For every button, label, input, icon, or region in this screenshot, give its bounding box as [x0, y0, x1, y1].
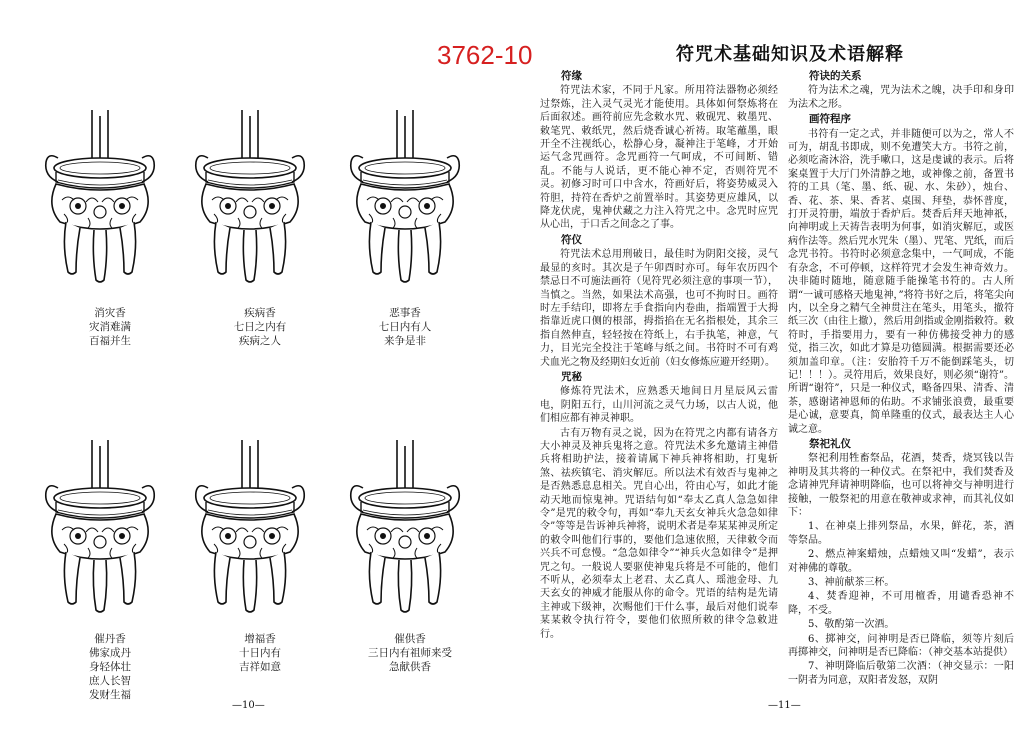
page-title: 符咒术基础知识及术语解释 [676, 44, 904, 65]
paragraph: 3、神前献茶三杯。 [808, 577, 895, 589]
paragraph: 7、神明降临后敬第二次酒：（神交显示：一阳一阴者为同意，双阳者发怒，双阴 [788, 661, 1014, 686]
paragraph: 2、燃点神案蜡烛，点蜡烛又叫“发蜡”，表示对神佛的尊敬。 [788, 549, 1014, 574]
censer-caption-5: 增福香 十日内有 吉祥如意 [239, 633, 281, 673]
section-heading: 画符程序 [809, 113, 851, 126]
catalog-stamp: 3762-10 [437, 40, 533, 70]
paragraph: 符为法术之魂，咒为法术之魄，决手印和身印为法术之形。 [788, 85, 1014, 110]
censer-illustration-2 [190, 110, 310, 290]
text-column-1 [540, 68, 778, 694]
paragraph: 5、敬酌第一次酒。 [808, 619, 895, 631]
censer-caption-6: 催供香 三日内有祖师来受 急献供香 [368, 633, 452, 673]
paragraph: 修炼符咒法术，应熟悉天地间日月星辰风云雷电，阴阳五行，山川河流之灵气力场，以古人说，他们相应都有神灵神职。 [540, 386, 778, 425]
section-heading: 符诀的关系 [809, 70, 862, 82]
censer-caption-4: 催丹香 佛家成丹 身轻体壮 庶人长智 发财生福 [89, 633, 131, 701]
paragraph: 6、掷神交，问神明是否已降临，须等片刻后再掷神交，问神明是否已降临：（神交基本站提供） [788, 633, 1014, 659]
paragraph: 符咒法术总用刑破日，最佳时为阴阳交接，灵气最显的亥时。其次是子午卯酉时亦可。每年农历四个禁忌日不可施法画符（见符咒必须注意的事项一节），当慎之。当然，如果法术高强，也可不拘时日。画符时左手结印，即将左手食指向内卷曲，指端置于大拇指靠近虎口侧的根部，拇指掐在无名指根处，其余三指自然伸直，轻轻按在符纸上，右手执笔，神意，气力，目光完全投注于笔峰与纸之间。书符时不可有鸡犬血光之物及经期妇女近前（妇女修炼应避开经期）。 [540, 249, 778, 368]
censer-illustration-5 [190, 440, 310, 620]
censer-caption-3: 恶事香 七日内有人 来争是非 [378, 307, 432, 347]
censer-illustration-1 [40, 110, 160, 290]
censer-caption-1: 消灾香 灾消难满 百福并生 [89, 307, 131, 347]
paragraph: 古有万物有灵之说，因为在符咒之内都有请各方大小神灵及神兵鬼将之意。符咒法术多允邀请主神借兵将相助护法，接着请属下神兵神将相助，打鬼斩煞、祛疾镇宅、消灾解厄。所以法术有效否与鬼神之是否熟悉息息相关。咒自心出，符由心写，如此才能动天地而惊鬼神。咒语结句如“奉太乙真人急急如律令”是咒的敕令句，再如“奉九天玄女神兵火急急如律令”等等是告诉神兵神将，说明术者是奉某某神灵所定的敕令叫他们行事的，要他们急速依照，天律敕令而兴兵不可怠慢。“急急如律令”“神兵火急如律令”是押咒之句。一般说人要驱使神鬼兵将是不可能的，他们不听从，必须奉太上老君、太乙真人、瑶池金母、九天玄女的神威才能服从你的命令。咒语的结构是先请主神或下级神，次赐他们干什么事，最后对他们说奉某某敕令执行符令，要他们依照所敕的律令急敕进行。 [540, 427, 778, 640]
page-number-right: —11— [768, 700, 801, 711]
censer-illustration-3 [345, 110, 465, 290]
section-heading: 祭祀礼仪 [809, 437, 851, 450]
censer-caption-2: 疾病香 七日之内有 疾病之人 [233, 307, 287, 347]
paragraph: 祭祀利用牲畜祭品，花酒，焚香，烧冥钱以告神明及其共将的一种仪式。在祭祀中，我们焚香及念请神咒拜请神明降临，也可以将神交与神明进行接触，一般祭祀的用意在敬神或求神，而其礼仪如下： [788, 453, 1014, 518]
censer-illustration-4 [40, 440, 160, 620]
text-column-2 [788, 68, 1014, 694]
paragraph: 1、在神桌上排列祭品，水果，鲜花，茶，酒等祭品。 [788, 521, 1014, 546]
paragraph: 4、焚香迎神，不可用檀香，用谴香恐神不降，不受。 [788, 591, 1014, 616]
paragraph: 书符有一定之式，并非随便可以为之，常人不可为，胡乱书即成，则不免遭笑大方。书符之前，必须吃斋沐浴，洗手嗽口，这是虔诚的表示。后将案桌置于大厅门外清静之地，或神像之前，备置书符的工具（笔、墨、纸、砚、水、朱砂），烛台、香、花、茶、果、香茗、桌围、拜垫，恭怀普度，打开灵符册，端放于香炉后。焚香后拜天地神祇，向神明或上天祷告表明为何事，如消灾解厄，或医病作法等。然后咒水咒朱（墨）、咒笔、咒纸，而后念咒书符。书符时必须意念集中，一气呵成，不能有杂念，不可停顿，这样符咒才会发生神奇效力。决非随时随地，随意随手能操笔书符的。古人所谓“一诚可感格天地鬼神，”将符书好之后，将笔尖向内，以全身之精气全神贯注在笔头，用笔头，撤符纸三次（由往上撤），然后用剑指或金刚指敕符。敕符时，手指要用力，要有一种仿佛接受神力的感觉，指三次，如此才算是功德圆满。根据需要还必须加盖印章。（注：安胎符千万不能倒踩笔头，切记！！！）。灵符用后，效果良好，则必须“谢符”。所谓“谢符”，只是一种仪式，略备四果、清香、清茶，感谢诸神恩师的佑助。不求铺张浪费，最重要是心诚，意要真，简单隆重的仪式，最表达主人心诚之意。 [788, 128, 1014, 435]
section-heading: 咒秘 [561, 370, 582, 383]
censer-illustration-6 [345, 440, 465, 620]
section-heading: 符缘 [561, 70, 582, 82]
section-heading: 符仪 [561, 233, 582, 246]
page-number-left: —10— [232, 700, 265, 711]
paragraph: 符咒法术家，不同于凡家。所用符法器物必须经过祭炼，注入灵气灵光才能使用。具体如何祭炼将在后面叙述。画符前应先念敕水咒、敕砚咒、敕墨咒、敕笔咒、敕纸咒，然后烧香诚心祈祷。取笔蘸墨，眼开全不注视纸心，松静心身，凝神注于笔峰，才开始运气念咒画符。念咒画符一气呵成，不可间断、错乱。不能与人说话，更不能心神不定，否则符咒不灵。初修习时可口中含水，符画好后，将姿势威灵入符胆，持符在香炉之前置举时。其姿势更应雄风，以降龙伏虎，鬼神伏藏之力注入符咒之中。念咒时应咒从心出，于口舌之间念之了事。 [540, 85, 778, 231]
